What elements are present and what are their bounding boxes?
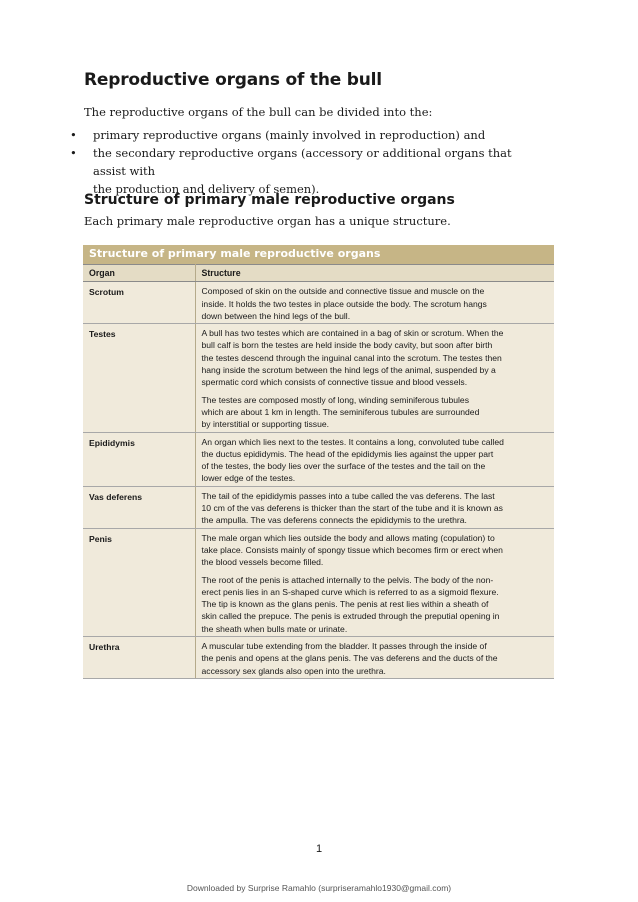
page-number: 1 xyxy=(315,843,323,855)
table-row xyxy=(83,432,554,486)
structure-cell xyxy=(195,528,554,636)
structure-line: lower edge of the testes. xyxy=(201,473,296,484)
bullet-text-line: the production and delivery of semen). xyxy=(93,182,320,196)
table-row xyxy=(83,637,554,679)
structure-line: the testes descend through the inguinal canal into the scrotum. The testes then xyxy=(201,352,502,363)
table-row xyxy=(83,282,554,324)
structure-table xyxy=(83,245,554,679)
structure-line: take place. Consists mainly of spongy tissue which becomes firm or erect when xyxy=(201,544,503,555)
structure-line: The tail of the epididymis passes into a tube called the vas deferens. The last xyxy=(201,490,495,501)
structure-line: The male organ which lies outside the body and allows mating (copulation) to xyxy=(201,532,495,543)
bullet-text-line: primary reproductive organs (mainly involved in reproduction) and xyxy=(93,128,486,142)
structure-line: The tip is known as the glans penis. The penis at rest lies within a sheath of xyxy=(201,599,489,610)
structure-line: the ampulla. The vas deferens connects the epididymis to the urethra. xyxy=(201,515,467,526)
structure-cell xyxy=(195,432,554,486)
bullet-list xyxy=(70,126,540,198)
structure-line: The root of the penis is attached internally to the pelvis. The body of the non- xyxy=(201,574,494,585)
structure-line: A muscular tube extending from the bladder. It passes through the inside of xyxy=(201,641,487,652)
structure-line: spermatic cord which consists of connective tissue and blood vessels. xyxy=(201,377,468,388)
structure-line: Composed of skin on the outside and connective tissue and muscle on the xyxy=(201,286,485,297)
section-intro: Each primary male reproductive organ has a unique structure. xyxy=(84,214,451,228)
intro-text: The reproductive organs of the bull can be divided into the: xyxy=(84,105,433,119)
table-row xyxy=(83,528,554,636)
page-heading: Reproductive organs of the bull xyxy=(84,70,382,90)
organ-cell: Vas deferens xyxy=(83,486,195,528)
table-body xyxy=(83,282,554,679)
table-caption: Structure of primary male reproductive organs xyxy=(83,245,554,265)
structure-cell xyxy=(195,637,554,679)
structure-cell xyxy=(195,486,554,528)
structure-paragraph xyxy=(202,436,549,485)
structure-paragraph xyxy=(202,532,549,569)
structure-line: the penis and opens at the glans penis. The vas deferens and the ducts of the xyxy=(201,653,498,664)
organ-cell: Urethra xyxy=(83,637,195,679)
column-header-structure: Structure xyxy=(195,265,554,282)
download-footer: Downloaded by Surprise Ramahlo (surpriseramahlo1930@gmail.com) xyxy=(186,883,452,893)
structure-line: hang inside the scrotum between the hind legs of the animal, suspended by a xyxy=(201,365,496,376)
structure-line: A bull has two testes which are contained in a bag of skin or scrotum. When the xyxy=(201,328,504,339)
bullet-marker: • xyxy=(70,146,77,160)
structure-line: erect penis lies in an S-shaped curve which is referred to as a sigmoid flexure. xyxy=(201,586,499,597)
bullet-marker: • xyxy=(70,128,77,142)
structure-paragraph xyxy=(202,574,549,635)
structure-line: accessory sex glands also open into the urethra. xyxy=(201,665,386,676)
section-heading: Structure of primary male reproductive organs xyxy=(84,192,455,208)
structure-paragraph xyxy=(202,394,549,431)
column-header-organ: Organ xyxy=(83,265,195,282)
organ-cell: Penis xyxy=(83,528,195,636)
structure-line: by interstitial or supporting tissue. xyxy=(201,419,330,430)
structure-line: bull calf is born the testes are held inside the body cavity, but soon after birth xyxy=(201,340,493,351)
structure-line: of the testes, the body lies over the surface of the testes and the tail on the xyxy=(201,461,486,472)
table-row xyxy=(83,324,554,432)
structure-line: the blood vessels become filled. xyxy=(201,557,324,568)
bullet-text-line: the secondary reproductive organs (accessory or additional organs that assist with xyxy=(93,146,512,178)
table-row xyxy=(83,486,554,528)
organ-cell: Scrotum xyxy=(83,282,195,324)
structure-line: skin called the prepuce. The penis is extruded through the preputial opening in xyxy=(201,611,500,622)
structure-line: the ductus epididymis. The head of the epididymis lies against the upper part xyxy=(201,448,494,459)
structure-line: 10 cm of the vas deferens is thicker than the start of the tube and it is known as xyxy=(201,503,503,514)
structure-paragraph xyxy=(202,327,549,388)
structure-line: the sheath when bulls mate or urinate. xyxy=(201,623,348,634)
structure-line: down between the hind legs of the bull. xyxy=(201,310,351,321)
bullet-item xyxy=(70,144,540,198)
bullet-item xyxy=(70,126,540,144)
structure-paragraph xyxy=(202,285,549,322)
organ-cell: Epididymis xyxy=(83,432,195,486)
structure-line: An organ which lies next to the testes. It contains a long, convoluted tube called xyxy=(201,436,504,447)
structure-paragraph xyxy=(202,640,549,677)
structure-cell xyxy=(195,282,554,324)
structure-line: which are about 1 km in length. The seminiferous tubules are surrounded xyxy=(201,406,480,417)
structure-line: inside. It holds the two testes in place outside the body. The scrotum hangs xyxy=(201,298,487,309)
organ-cell: Testes xyxy=(83,324,195,432)
structure-paragraph xyxy=(202,490,549,527)
structure-line: The testes are composed mostly of long, winding seminiferous tubules xyxy=(201,394,469,405)
structure-cell xyxy=(195,324,554,432)
